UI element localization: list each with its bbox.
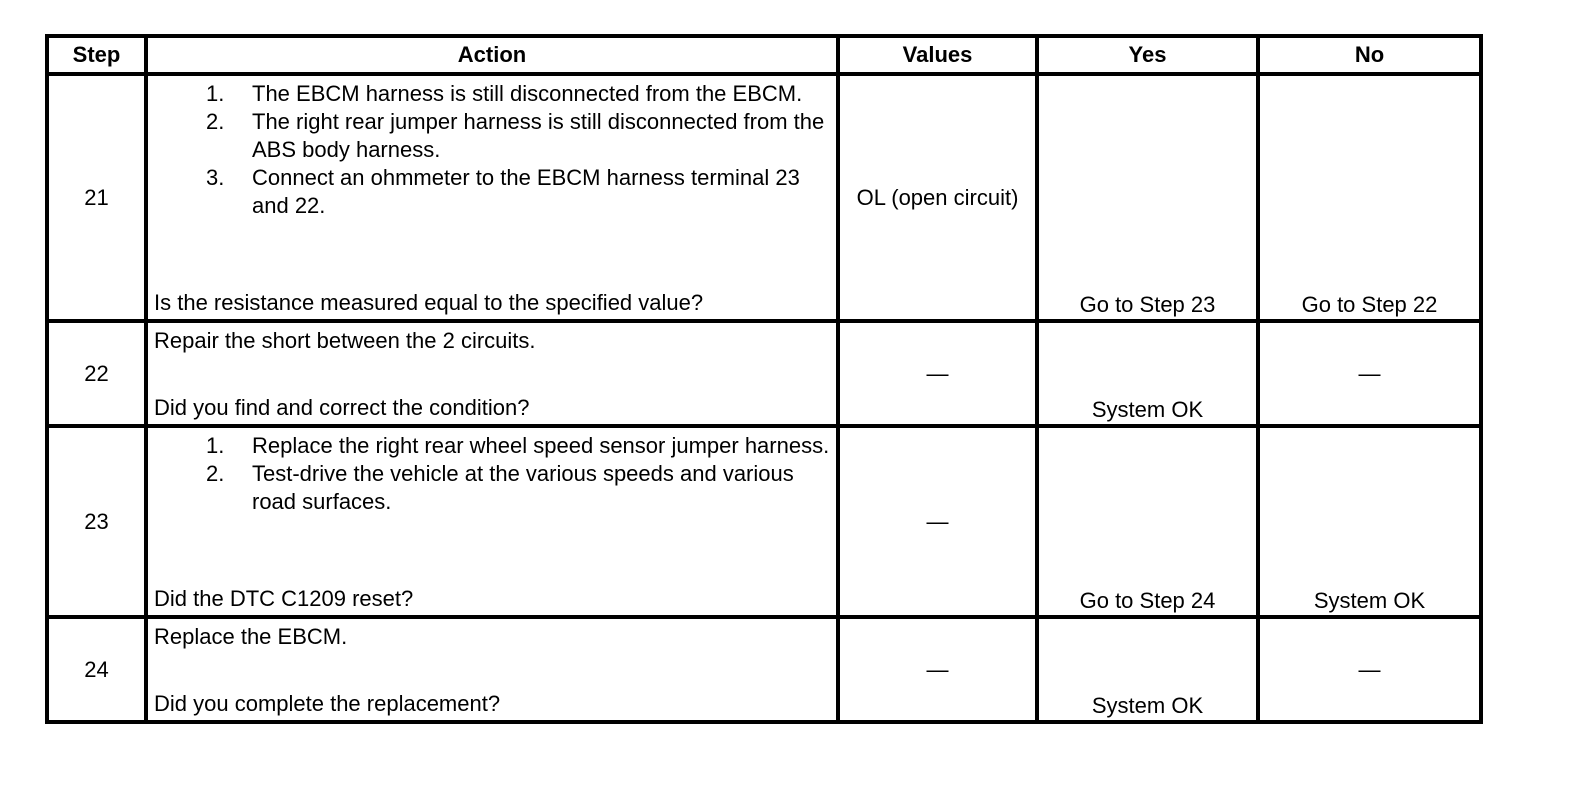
action-cell — [146, 74, 838, 321]
list-item — [206, 108, 830, 164]
action-list — [154, 80, 830, 220]
action-question: Did you complete the replacement? — [154, 691, 501, 716]
values-cell: — — [838, 321, 1037, 426]
values-cell: OL (open circuit) — [838, 74, 1037, 321]
list-item — [206, 80, 830, 108]
header-no: No — [1258, 36, 1481, 74]
yes-cell: Go to Step 24 — [1037, 426, 1258, 617]
list-item — [206, 460, 830, 516]
diagnostic-table — [45, 34, 1483, 724]
step-number: 23 — [47, 426, 146, 617]
action-list — [154, 432, 830, 516]
table-row — [47, 321, 1481, 426]
no-cell: — — [1258, 321, 1481, 426]
header-step: Step — [47, 36, 146, 74]
item-number: 2. — [206, 109, 225, 134]
action-cell — [146, 321, 838, 426]
no-cell: Go to Step 22 — [1258, 74, 1481, 321]
header-action: Action — [146, 36, 838, 74]
list-item — [206, 432, 830, 460]
no-cell: System OK — [1258, 426, 1481, 617]
values-cell: — — [838, 426, 1037, 617]
item-text: The right rear jumper harness is still disconnected from the ABS body harness. — [252, 109, 825, 162]
action-question: Is the resistance measured equal to the specified value? — [154, 290, 704, 315]
item-number: 1. — [206, 81, 225, 106]
header-values: Values — [838, 36, 1037, 74]
item-text: The EBCM harness is still disconnected from the EBCM. — [252, 81, 803, 106]
action-instruction: Repair the short between the 2 circuits. — [154, 328, 536, 353]
table-row — [47, 617, 1481, 722]
action-question: Did you find and correct the condition? — [154, 395, 530, 420]
item-text: Test-drive the vehicle at the various speeds and various road surfaces. — [252, 461, 794, 514]
step-number: 21 — [47, 74, 146, 321]
item-number: 3. — [206, 165, 225, 190]
action-cell — [146, 426, 838, 617]
item-text: Connect an ohmmeter to the EBCM harness terminal 23 and 22. — [252, 165, 800, 218]
yes-cell: Go to Step 23 — [1037, 74, 1258, 321]
header-yes: Yes — [1037, 36, 1258, 74]
header-row — [47, 36, 1481, 74]
item-number: 1. — [206, 433, 225, 458]
list-item — [206, 164, 830, 220]
step-number: 24 — [47, 617, 146, 722]
item-text: Replace the right rear wheel speed sensor jumper harness. — [252, 433, 830, 458]
action-instruction: Replace the EBCM. — [154, 624, 348, 649]
step-number: 22 — [47, 321, 146, 426]
action-cell — [146, 617, 838, 722]
item-number: 2. — [206, 461, 225, 486]
action-question: Did the DTC C1209 reset? — [154, 586, 414, 611]
yes-cell: System OK — [1037, 617, 1258, 722]
table-row — [47, 426, 1481, 617]
values-cell: — — [838, 617, 1037, 722]
yes-cell: System OK — [1037, 321, 1258, 426]
no-cell: — — [1258, 617, 1481, 722]
table-row — [47, 74, 1481, 321]
